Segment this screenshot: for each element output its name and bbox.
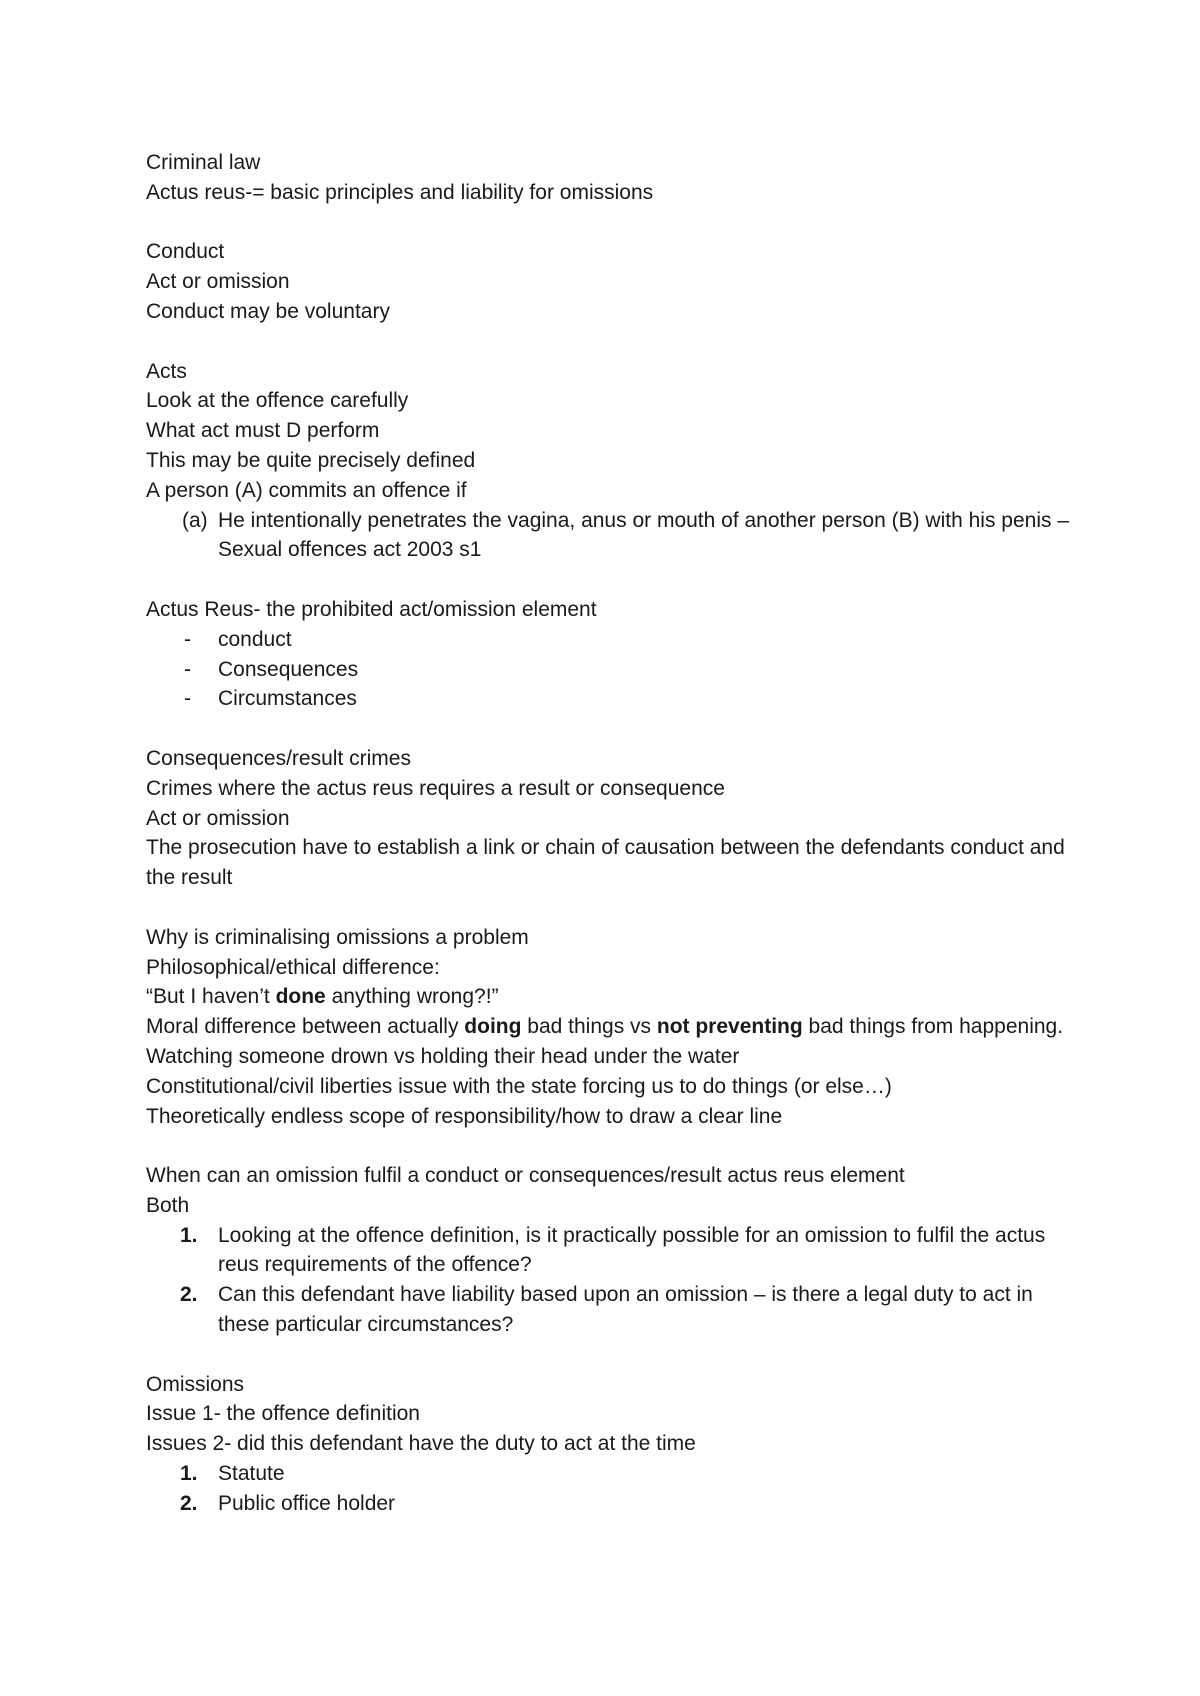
bullet-text: Consequences: [218, 657, 359, 681]
text-line: Constitutional/civil liberties issue with the state forcing us to do things (or else…): [146, 1074, 892, 1098]
text-fragment: bad things vs: [521, 1015, 657, 1039]
spacer: [146, 327, 1086, 357]
bullet-item: [146, 684, 1086, 714]
text-line: What act must D perform: [146, 419, 380, 443]
emphasis-text: done: [275, 985, 326, 1009]
text-line: Conduct may be voluntary: [146, 299, 390, 323]
list-item: [146, 506, 1086, 566]
spacer: [146, 1131, 1086, 1161]
document-subtitle: Actus reus-= basic principles and liability for omissions: [146, 180, 654, 204]
list-item-text: Can this defendant have liability based upon an omission – is there a legal duty to act in these particular circumstances?: [218, 1283, 1033, 1337]
spacer: [146, 1340, 1086, 1370]
section-heading-omissions: Omissions: [146, 1372, 245, 1396]
section-heading-why: Why is criminalising omissions a problem: [146, 925, 529, 949]
emphasis-text: doing: [464, 1015, 522, 1039]
list-item-text: Public office holder: [218, 1491, 396, 1515]
bullet-marker: -: [184, 627, 191, 651]
list-marker: (a): [182, 508, 208, 532]
list-number: 1.: [180, 1462, 198, 1486]
text-line: A person (A) commits an offence if: [146, 478, 467, 502]
document-title: Criminal law: [146, 151, 261, 174]
text-line: Act or omission: [146, 806, 290, 830]
spacer: [146, 714, 1086, 744]
text-line: Issues 2- did this defendant have the duty to act at the time: [146, 1432, 696, 1456]
list-number: 2.: [180, 1491, 198, 1515]
text-line: This may be quite precisely defined: [146, 448, 476, 472]
numbered-item: [146, 1221, 1086, 1281]
bullet-marker: -: [184, 657, 191, 681]
list-number: 2.: [180, 1283, 198, 1307]
bullet-marker: -: [184, 687, 191, 711]
list-number: 1.: [180, 1223, 198, 1247]
bullet-text: conduct: [218, 627, 292, 651]
list-item-text: Looking at the offence definition, is it practically possible for an omission to fulfil the actus reus requirements of the offence?: [218, 1223, 1046, 1277]
bullet-item: [146, 655, 1086, 685]
spacer: [146, 208, 1086, 238]
section-heading-actus-reus: Actus Reus- the prohibited act/omission element: [146, 597, 597, 621]
emphasis-text: not preventing: [656, 1015, 803, 1039]
spacer: [146, 565, 1086, 595]
section-heading-consequences: Consequences/result crimes: [146, 746, 411, 770]
document-page: [146, 148, 1086, 1519]
section-heading-acts: Acts: [146, 359, 187, 383]
text-fragment: Moral difference between actually: [146, 1015, 465, 1039]
text-line: Theoretically endless scope of responsibility/how to draw a clear line: [146, 1104, 783, 1128]
numbered-item: [146, 1280, 1086, 1340]
text-line: The prosecution have to establish a link or chain of causation between the defendants conduct and the result: [146, 836, 1065, 890]
numbered-item: [146, 1459, 1086, 1489]
moral-line: [146, 1012, 1086, 1042]
bullet-text: Circumstances: [218, 687, 357, 711]
quote-line: [146, 982, 1086, 1012]
quote-text: anything wrong?!”: [325, 985, 499, 1009]
spacer: [146, 893, 1086, 923]
list-item-text: Statute: [218, 1462, 285, 1486]
section-heading-when: When can an omission fulfil a conduct or consequences/result actus reus element: [146, 1164, 905, 1188]
text-line: Look at the offence carefully: [146, 389, 409, 413]
text-line: Issue 1- the offence definition: [146, 1402, 420, 1426]
text-line: Watching someone drown vs holding their head under the water: [146, 1044, 740, 1068]
quote-text: “But I haven’t: [146, 985, 276, 1009]
text-line: Philosophical/ethical difference:: [146, 955, 440, 979]
list-item-text: He intentionally penetrates the vagina, anus or mouth of another person (B) with his penis – Sexual offences act 2003 s1: [218, 508, 1070, 562]
text-line: Crimes where the actus reus requires a result or consequence: [146, 776, 725, 800]
text-fragment: bad things from happening.: [802, 1015, 1064, 1039]
bullet-item: [146, 625, 1086, 655]
section-heading-conduct: Conduct: [146, 240, 225, 264]
numbered-item: [146, 1489, 1086, 1519]
text-line: Act or omission: [146, 270, 290, 294]
text-line: Both: [146, 1193, 190, 1217]
